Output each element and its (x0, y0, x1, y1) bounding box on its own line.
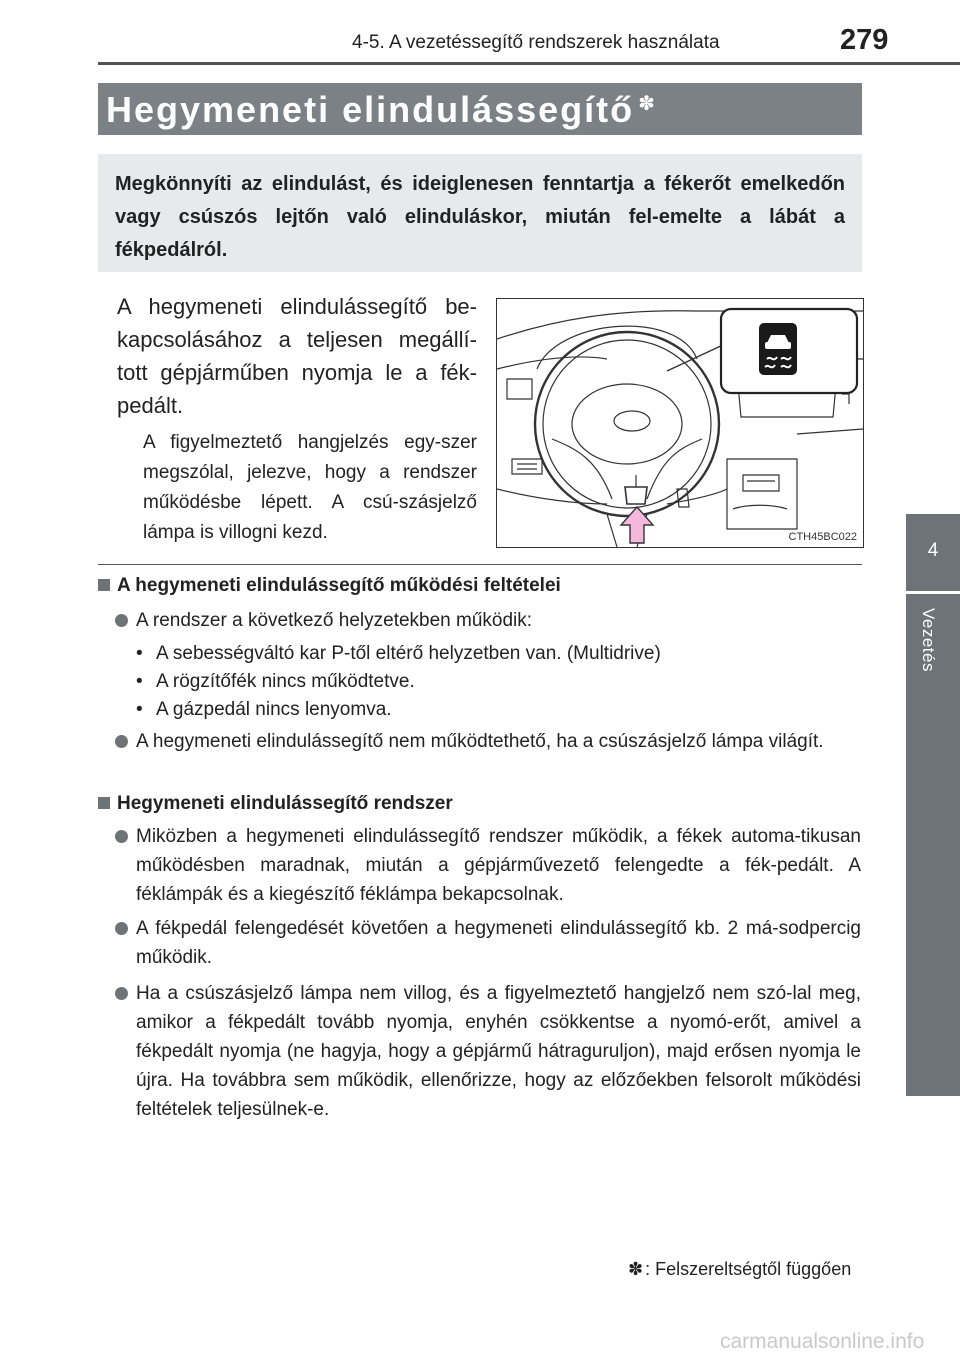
bullet-item: Miközben a hegymeneti elindulássegítő rendszer működik, a fékek automa-tikusan működésben maradnak, miután a gépjárművezető felengedte a fék-pedált. A féklámpák és a kiegészítő féklámpa bekapcsolnak. (115, 822, 861, 909)
circle-bullet-icon (115, 735, 128, 748)
square-bullet-icon (98, 579, 110, 591)
bullet-item: A rendszer a következő helyzetekben működik: (115, 606, 861, 635)
note-paragraph: A figyelmeztető hangjelzés egy-szer megszólal, jelezve, hogy a rendszer működésbe lépett. A csú-szásjelző lámpa is villogni kezd. (143, 432, 477, 543)
bullet-item: Ha a csúszásjelző lámpa nem villog, és a figyelmeztető hangjelző nem szó-lal meg, amikor a fékpedált tovább nyomja, enyhén csökkentse a nyomó-erőt, amivel a fékpedált nyomja (ne hagyja, hogy a gépjármű hátraguruljon), majd erősen nyomja le újra. Ha továbbra sem működik, ellenőrizze, hogy az előzőekben felsorolt működési feltételek teljesülnek-e. (115, 979, 861, 1124)
running-header-section: 4-5. A vezetéssegítő rendszerek használata (352, 32, 720, 53)
circle-bullet-icon (115, 987, 128, 1000)
chapter-tab-label: Vezetés (906, 594, 960, 1096)
page-title-bar (98, 83, 862, 135)
lead-paragraph: A hegymeneti elindulássegítő be-kapcsolásához a teljesen megállí-tott gépjárműben nyomja le a fék-pedált. (117, 294, 477, 418)
section-heading-system: Hegymeneti elindulássegítő rendszer (98, 793, 453, 815)
header-divider (98, 62, 960, 65)
page-title-text: Hegymeneti elindulássegítő (106, 89, 635, 130)
circle-bullet-icon (115, 830, 128, 843)
circle-bullet-icon (115, 614, 128, 627)
bullet-item: A fékpedál felengedését követően a hegymeneti elindulássegítő kb. 2 má-sodpercig működik. (115, 914, 861, 972)
dashboard-illustration (496, 298, 864, 548)
page-number: 279 (840, 24, 889, 56)
sub-list-item: • A rögzítőfék nincs működtetve. (136, 671, 415, 692)
square-bullet-icon (98, 797, 110, 809)
figure-code: CTH45BC022 (788, 531, 857, 543)
section-heading-conditions: A hegymeneti elindulássegítő működési feltételei (98, 575, 561, 597)
section-divider (98, 564, 862, 565)
circle-bullet-icon (115, 922, 128, 935)
sub-list-item: • A gázpedál nincs lenyomva. (136, 699, 392, 720)
watermark-text: carmanualsonline.info (720, 1330, 925, 1353)
sub-list-item: • A sebességváltó kar P-től eltérő helyzetben van. (Multidrive) (136, 643, 661, 664)
bullet-item: A hegymeneti elindulássegítő nem működtethető, ha a csúszásjelző lámpa világít. (115, 727, 861, 756)
title-asterisk-mark: ✽ (638, 93, 657, 115)
footnote-text: : Felszereltségtől függően (645, 1259, 852, 1279)
skid-indicator-icon (759, 323, 797, 375)
chapter-tab-number: 4 (906, 514, 960, 591)
footnote (628, 1259, 851, 1280)
footnote-asterisk-mark: ✽ (628, 1259, 644, 1279)
intro-box (98, 154, 862, 272)
page-title (106, 89, 657, 131)
intro-text: Megkönnyíti az elindulást, és ideiglenesen fenntartja a fékerőt emelkedőn vagy csúszós lejtőn való elinduláskor, miután fel-emelte a lábát a fékpedálról. (115, 173, 845, 261)
dashboard-drawing (497, 299, 863, 547)
